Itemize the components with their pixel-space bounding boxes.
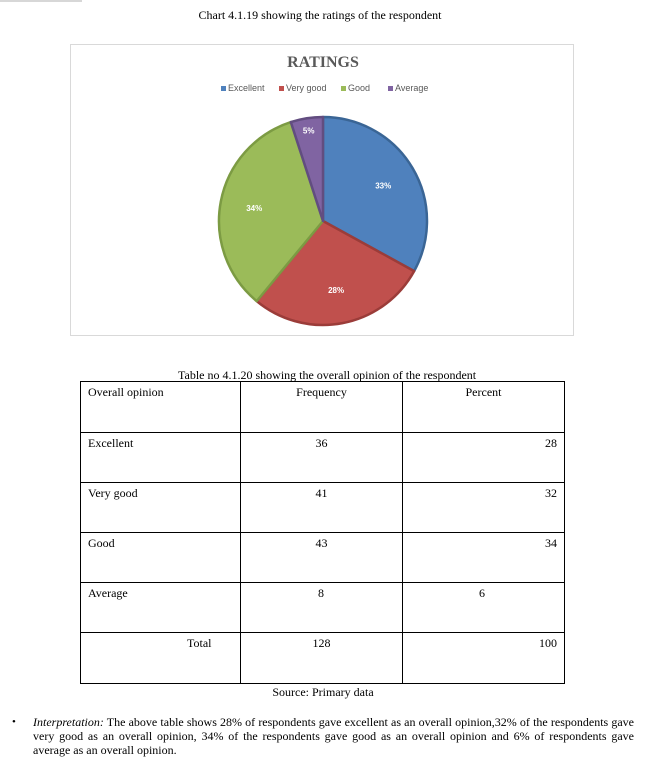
legend-swatch-very-good xyxy=(279,86,284,91)
pie-chart xyxy=(71,45,575,337)
bullet-icon: • xyxy=(12,716,16,728)
row-percent-cell: 6 xyxy=(403,583,565,633)
slice-label-excellent: 33% xyxy=(375,181,392,191)
row-opinion-cell: Very good xyxy=(81,483,241,533)
slice-label-average: 5% xyxy=(302,126,315,136)
opinion-table xyxy=(80,381,565,684)
header-overall-opinion: Overall opinion xyxy=(81,382,241,433)
header-percent: Percent xyxy=(403,382,565,433)
table-row xyxy=(81,583,565,633)
table-total-row xyxy=(81,633,565,684)
legend-label-very-good: Very good xyxy=(286,83,327,93)
table-caption: Table no 4.1.20 showing the overall opinion of the respondent xyxy=(178,368,477,382)
row-frequency-cell: 8 xyxy=(241,583,403,633)
table-row xyxy=(81,483,565,533)
top-rule xyxy=(0,0,82,2)
total-percent-cell: 100 xyxy=(403,633,565,684)
interpretation-text xyxy=(33,715,634,757)
chart-legend xyxy=(221,83,428,93)
row-opinion-cell: Average xyxy=(81,583,241,633)
row-opinion-cell: Good xyxy=(81,533,241,583)
row-opinion-cell: Excellent xyxy=(81,433,241,483)
total-frequency-cell: 128 xyxy=(241,633,403,684)
legend-swatch-good xyxy=(341,86,346,91)
legend-label-good: Good xyxy=(348,83,371,93)
interpretation-body: The above table shows 28% of respondents gave excellent as an overall opinion,32% of the respondents gave very good as an overall opinion, 34% of the respondents gave good as an overall opinion and 6% of respondents gave average as an overall opinion. xyxy=(33,715,634,757)
row-percent-cell: 32 xyxy=(403,483,565,533)
legend-swatch-average xyxy=(388,86,393,91)
pie-slices xyxy=(219,117,427,325)
legend-label-average: Average xyxy=(395,83,429,93)
interpretation-paragraph xyxy=(12,715,634,757)
slice-label-good: 34% xyxy=(246,203,263,213)
row-percent-cell: 28 xyxy=(403,433,565,483)
table-row xyxy=(81,433,565,483)
row-frequency-cell: 41 xyxy=(241,483,403,533)
table-header-row xyxy=(81,382,565,433)
header-frequency: Frequency xyxy=(241,382,403,433)
source-note: Source: Primary data xyxy=(272,685,374,699)
chart-area xyxy=(70,44,574,336)
row-frequency-cell: 36 xyxy=(241,433,403,483)
legend-label-excellent: Excellent xyxy=(228,83,265,93)
slice-label-very-good: 28% xyxy=(328,285,345,295)
row-frequency-cell: 43 xyxy=(241,533,403,583)
chart-caption: Chart 4.1.19 showing the ratings of the respondent xyxy=(198,8,442,22)
total-label-cell: Total xyxy=(81,633,241,684)
legend-swatch-excellent xyxy=(221,86,226,91)
row-percent-cell: 34 xyxy=(403,533,565,583)
chart-title: RATINGS xyxy=(287,54,359,71)
table-row xyxy=(81,533,565,583)
interpretation-label: Interpretation: xyxy=(33,715,104,729)
